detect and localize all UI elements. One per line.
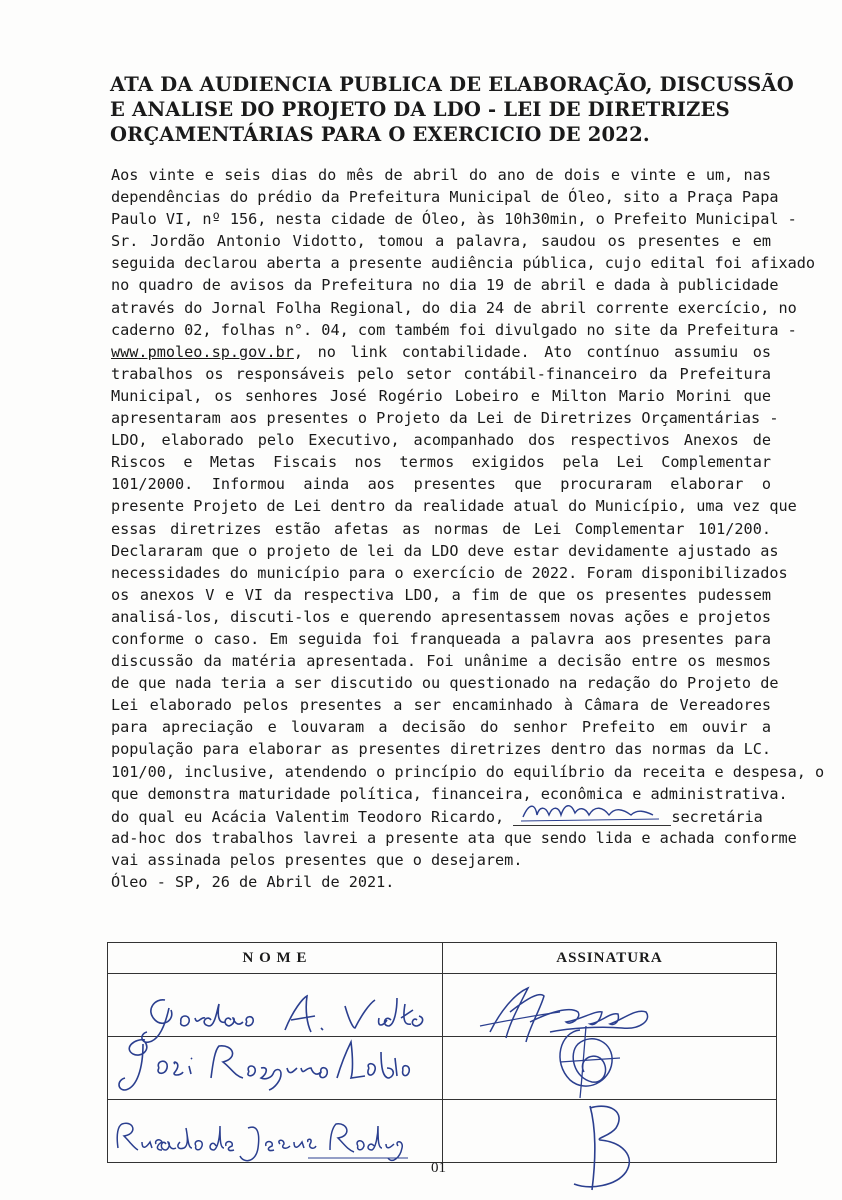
body-line: Lei elaborado pelos presentes a ser encaminhado à Câmara de Vereadores bbox=[111, 696, 771, 715]
body-line: Aos vinte e seis dias do mês de abril do ano de dois e vinte e um, nas bbox=[111, 166, 771, 184]
body-line: através do Jornal Folha Regional, do dia 24 de abril corrente exercício, no bbox=[111, 298, 797, 317]
body-line: de que nada teria a ser discutido ou questionado na redação do Projeto de bbox=[111, 674, 779, 693]
title-line-3: ORÇAMENTÁRIAS PARA O EXERCICIO DE 2022. bbox=[110, 123, 650, 146]
body-line: necessidades do município para o exercício de 2022. Foram disponibilizados bbox=[111, 563, 788, 582]
body-line: conforme o caso. Em seguida foi franqueada a palavra aos presentes para bbox=[111, 629, 771, 648]
signature-cell bbox=[443, 1037, 777, 1100]
body-line: Riscos e Metas Fiscais nos termos exigidos pela Lei Complementar bbox=[111, 453, 771, 472]
body-line: no quadro de avisos da Prefeitura no dia 19 de abril e dada à publicidade bbox=[111, 276, 779, 295]
website-link[interactable]: www.pmoleo.sp.gov.br bbox=[111, 342, 294, 361]
body-line: apresentaram aos presentes o Projeto da Lei de Diretrizes Orçamentárias - bbox=[111, 409, 779, 428]
table-row bbox=[108, 1037, 777, 1100]
body-line-signature bbox=[111, 805, 771, 827]
body-line: Sr. Jordão Antonio Vidotto, tomou a palavra, saudou os presentes e em bbox=[111, 232, 771, 251]
signature-column-header: ASSINATURA bbox=[443, 943, 777, 974]
body-line: os anexos V e VI da respectiva LDO, a fim de que os presentes pudessem bbox=[111, 585, 771, 604]
document-title bbox=[110, 72, 794, 147]
body-line: seguida declarou aberta a presente audiência pública, cujo edital foi afixado bbox=[111, 254, 816, 273]
body-line: Declararam que o projeto de lei da LDO deve estar devidamente ajustado as bbox=[111, 541, 779, 560]
title-line-1: ATA DA AUDIENCIA PUBLICA DE ELABORAÇÃO, DISCUSSÃO bbox=[110, 73, 794, 96]
signature-table bbox=[107, 942, 777, 1163]
body-line: vai assinada pelos presentes que o desejarem. bbox=[111, 850, 523, 869]
body-line: que demonstra maturidade política, financeira, econômica e administrativa. bbox=[111, 784, 788, 803]
secretary-signature bbox=[513, 805, 671, 826]
secretary-role: secretária bbox=[671, 807, 763, 826]
body-line: 101/00, inclusive, atendendo o princípio do equilíbrio da receita e despesa, o bbox=[111, 762, 825, 781]
name-cell bbox=[108, 1100, 443, 1163]
page-number: 01 bbox=[431, 1160, 446, 1176]
body-line: presente Projeto de Lei dentro da realidade atual do Município, uma vez que bbox=[111, 497, 797, 516]
signature-cell bbox=[443, 1100, 777, 1163]
link-line-rest: , no link contabilidade. Ato contínuo assumiu os bbox=[293, 342, 771, 361]
signature-cell bbox=[443, 974, 777, 1037]
table-row bbox=[108, 1100, 777, 1163]
body-line: ad-hoc dos trabalhos lavrei a presente ata que sendo lida e achada conforme bbox=[111, 828, 797, 847]
minutes-body bbox=[111, 164, 825, 893]
body-line: para apreciação e louvaram a decisão do senhor Prefeito em ouvir a bbox=[111, 718, 771, 737]
body-line: LDO, elaborado pelo Executivo, acompanhado dos respectivos Anexos de bbox=[111, 431, 771, 450]
body-line: dependências do prédio da Prefeitura Municipal de Óleo, sito a Praça Papa bbox=[111, 188, 779, 207]
body-line: trabalhos os responsáveis pelo setor contábil-financeiro da Prefeitura bbox=[111, 364, 771, 383]
body-line: Paulo VI, nº 156, nesta cidade de Óleo, às 10h30min, o Prefeito Municipal - bbox=[111, 210, 797, 229]
place-date: Óleo - SP, 26 de Abril de 2021. bbox=[111, 873, 395, 891]
secretary-text: do qual eu Acácia Valentim Teodoro Ricardo, bbox=[111, 807, 505, 826]
body-line-with-link bbox=[111, 341, 771, 363]
body-line: discussão da matéria apresentada. Foi unânime a decisão entre os mesmos bbox=[111, 652, 771, 671]
body-line: essas diretrizes estão afetas as normas de Lei Complementar 101/200. bbox=[111, 519, 771, 538]
name-cell bbox=[108, 974, 443, 1037]
body-line: Municipal, os senhores José Rogério Lobeiro e Milton Mario Morini que bbox=[111, 386, 771, 405]
name-cell bbox=[108, 1037, 443, 1100]
name-column-header: N O M E bbox=[108, 943, 443, 974]
body-line: caderno 02, folhas n°. 04, com também foi divulgado no site da Prefeitura - bbox=[111, 320, 797, 339]
body-line: população para elaborar as presentes diretrizes dentro das normas da LC. bbox=[111, 740, 771, 759]
title-line-2: E ANALISE DO PROJETO DA LDO - LEI DE DIRETRIZES bbox=[110, 98, 730, 121]
body-line: 101/2000. Informou ainda aos presentes que procuraram elaborar o bbox=[111, 475, 771, 494]
table-row bbox=[108, 974, 777, 1037]
body-line: analisá-los, discuti-los e querendo apresentassem novas ações e projetos bbox=[111, 607, 771, 626]
